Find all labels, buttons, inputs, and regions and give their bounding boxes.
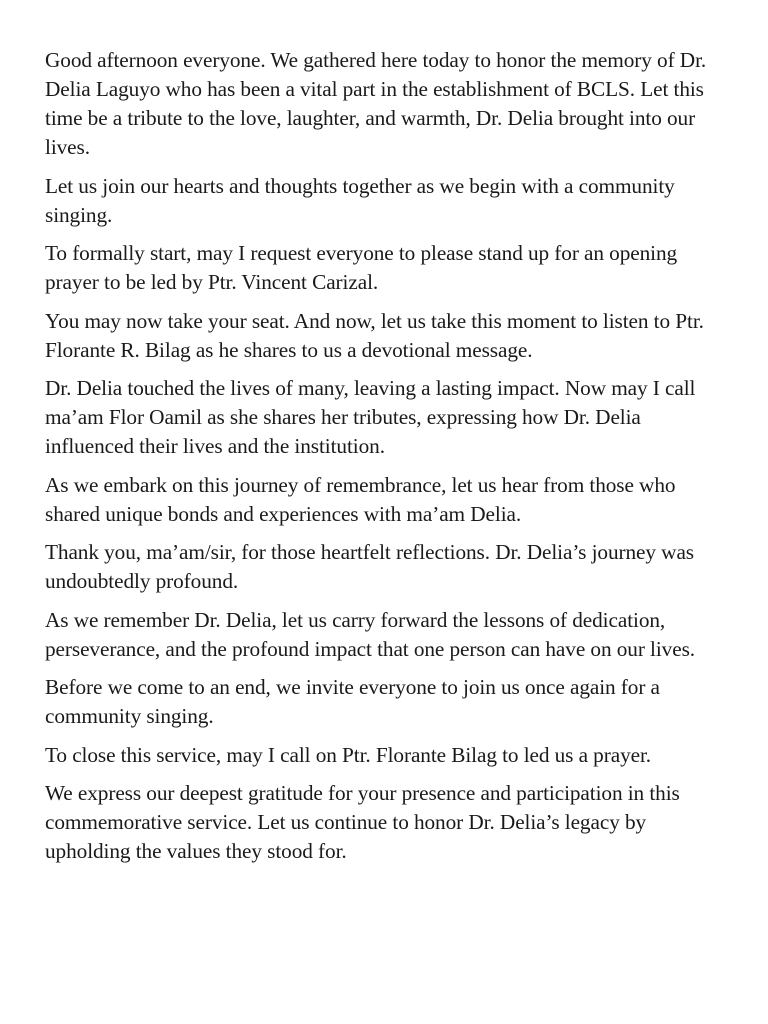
paragraph-thank-you: Thank you, ma’am/sir, for those heartfelt reflections. Dr. Delia’s journey was undoubtedly profound. (45, 540, 694, 593)
paragraph-lessons: As we remember Dr. Delia, let us carry forward the lessons of dedication, perseverance, and the profound impact that one person can have on our lives. (45, 607, 695, 661)
paragraph-closing-singing: Before we come to an end, we invite everyone to join us once again for a community singing. (45, 675, 660, 728)
paragraph-closing-prayer: To close this service, may I call on Ptr. Florante Bilag to led us a prayer. (45, 742, 652, 767)
paragraph-welcome: Good afternoon everyone. We gathered here today to honor the memory of Dr. Delia Laguyo who has been a vital part in the establishment of BCLS. Let this time be a tribute to the love, laughter, and warmth, Dr. Delia brought into our lives. (45, 48, 707, 159)
paragraph-gratitude: We express our deepest gratitude for your presence and participation in this commemorative service. Let us continue to honor Dr. Delia’s legacy by upholding the values they stood for. (45, 781, 680, 863)
paragraph-opening-prayer: To formally start, may I request everyone to please stand up for an opening prayer to be led by Ptr. Vincent Carizal. (45, 241, 678, 294)
paragraph-community-singing: Let us join our hearts and thoughts together as we begin with a community singing. (45, 173, 675, 227)
paragraph-remembrance: As we embark on this journey of remembrance, let us hear from those who shared unique bonds and experiences with ma’am Delia. (45, 472, 676, 526)
paragraph-tributes: Dr. Delia touched the lives of many, leaving a lasting impact. Now may I call ma’am Flor Oamil as she shares her tributes, expressing how Dr. Delia influenced their lives and the institution. (45, 376, 696, 458)
paragraph-devotional-message: You may now take your seat. And now, let us take this moment to listen to Ptr. Florante R. Bilag as he shares to us a devotional message. (45, 308, 704, 362)
